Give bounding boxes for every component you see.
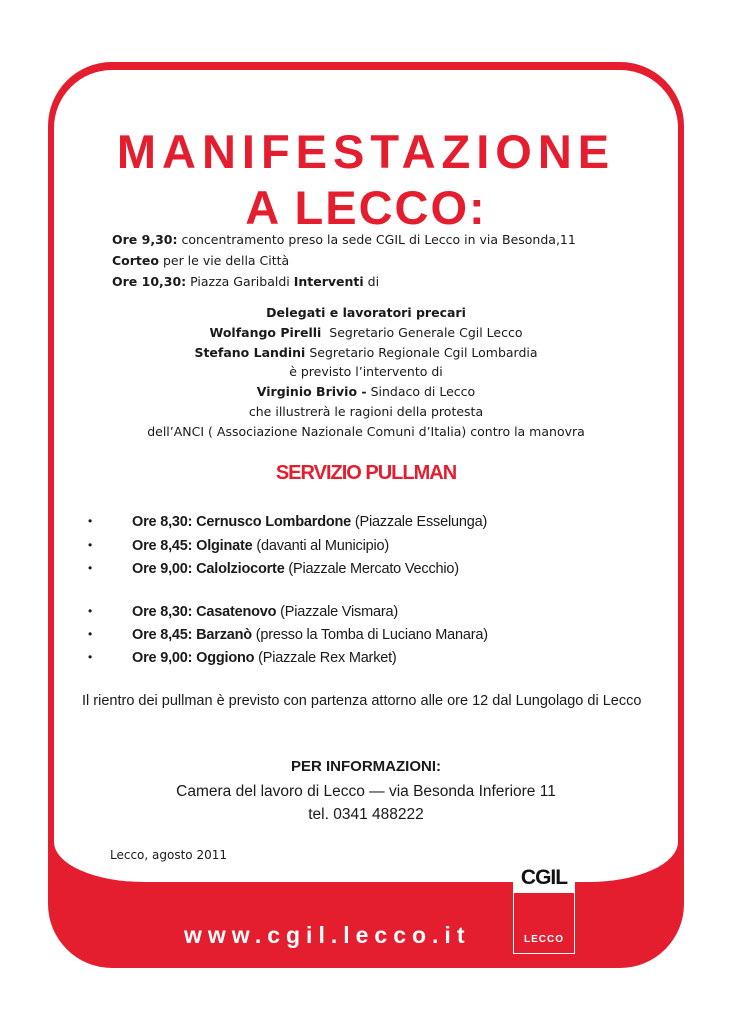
program-line-2	[112, 253, 289, 268]
pirelli-role: Segretario Generale Cgil Lecco	[321, 325, 523, 340]
brivio-role: Sindaco di Lecco	[366, 384, 476, 399]
program-line-1	[112, 232, 576, 247]
date-text: Lecco, agosto 2011	[110, 848, 227, 862]
bullet-icon: •	[88, 514, 93, 528]
program-1-bold: Ore 9,30:	[112, 232, 178, 247]
stop-place: Casatenovo	[196, 604, 277, 620]
program-3-text2: di	[363, 274, 380, 289]
info-address: Camera del lavoro di Lecco — via Besonda Inferiore 11	[176, 783, 556, 800]
stop-place: Olginate	[196, 538, 253, 554]
program-2-bold: Corteo	[112, 253, 159, 268]
stop-note: (davanti al Municipio)	[252, 538, 389, 554]
brivio-name: Virginio Brivio -	[256, 384, 367, 399]
bullet-icon: •	[88, 627, 93, 641]
logo-cgil-text: CGIL	[513, 864, 575, 892]
bullet-icon: •	[88, 538, 93, 552]
stop-time: Ore 8,30:	[132, 604, 193, 620]
title-line-1: MANIFESTAZIONE	[116, 125, 616, 178]
website-link[interactable]: www.cgil.lecco.it	[184, 922, 471, 948]
stop-note: (Piazzale Vismara)	[276, 604, 398, 620]
pirelli-name: Wolfango Pirelli	[209, 325, 322, 340]
speakers-delegati	[54, 305, 678, 320]
delegati-text: Delegati e lavoratori precari	[266, 305, 466, 320]
landini-name: Stefano Landini	[194, 345, 306, 360]
bullet-icon: •	[88, 604, 93, 618]
speaker-landini	[54, 345, 678, 360]
previsto-text: è previsto l’intervento di	[289, 364, 443, 379]
bullet-icon: •	[88, 650, 93, 664]
speaker-brivio	[54, 384, 678, 399]
info-title: PER INFORMAZIONI:	[291, 758, 441, 775]
title-line-2: A LECCO:	[245, 181, 487, 234]
stop-time: Ore 8,45:	[132, 627, 193, 643]
program-3-bold: Ore 10,30:	[112, 274, 187, 289]
program-3-bold2: Interventi	[293, 274, 364, 289]
landini-role: Segretario Regionale Cgil Lombardia	[305, 345, 538, 360]
stop-time: Ore 8,45:	[132, 538, 193, 554]
stop-time: Ore 9,00:	[132, 650, 193, 666]
stop-place: Barzanò	[196, 627, 252, 643]
stop-place: Cernusco Lombardone	[196, 514, 352, 530]
program-1-text: concentramento preso la sede CGIL di Lecco in via Besonda,11	[177, 232, 576, 247]
program-3-text: Piazza Garibaldi	[186, 274, 294, 289]
stop-place: Oggiono	[196, 650, 255, 666]
cgil-logo	[513, 864, 575, 954]
logo-lecco-text: LECCO	[524, 934, 564, 945]
stop-note: (presso la Tomba di Luciano Manara)	[251, 627, 488, 643]
speaker-pirelli	[54, 325, 678, 340]
bullet-icon: •	[88, 561, 93, 575]
return-text: Il rientro dei pullman è previsto con partenza attorno alle ore 12 dal Lungolago di Lecco	[82, 693, 642, 709]
pullman-title: SERVIZIO PULLMAN	[275, 462, 457, 484]
anci-text: dell’ANCI ( Associazione Nazionale Comuni d’Italia) contro la manovra	[147, 424, 585, 439]
stop-time: Ore 9,00:	[132, 561, 193, 577]
stop-note: (Piazzale Mercato Vecchio)	[284, 561, 459, 577]
stop-note: (Piazzale Esselunga)	[351, 514, 488, 530]
info-phone: tel. 0341 488222	[308, 806, 424, 823]
logo-red-square	[513, 892, 575, 954]
program-line-3	[112, 274, 379, 289]
program-2-text: per le vie della Città	[158, 253, 290, 268]
stop-place: Calolziocorte	[196, 561, 285, 577]
stop-time: Ore 8,30:	[132, 514, 193, 530]
illustrera-text: che illustrerà le ragioni della protesta	[248, 404, 484, 419]
stop-note: (Piazzale Rex Market)	[254, 650, 397, 666]
